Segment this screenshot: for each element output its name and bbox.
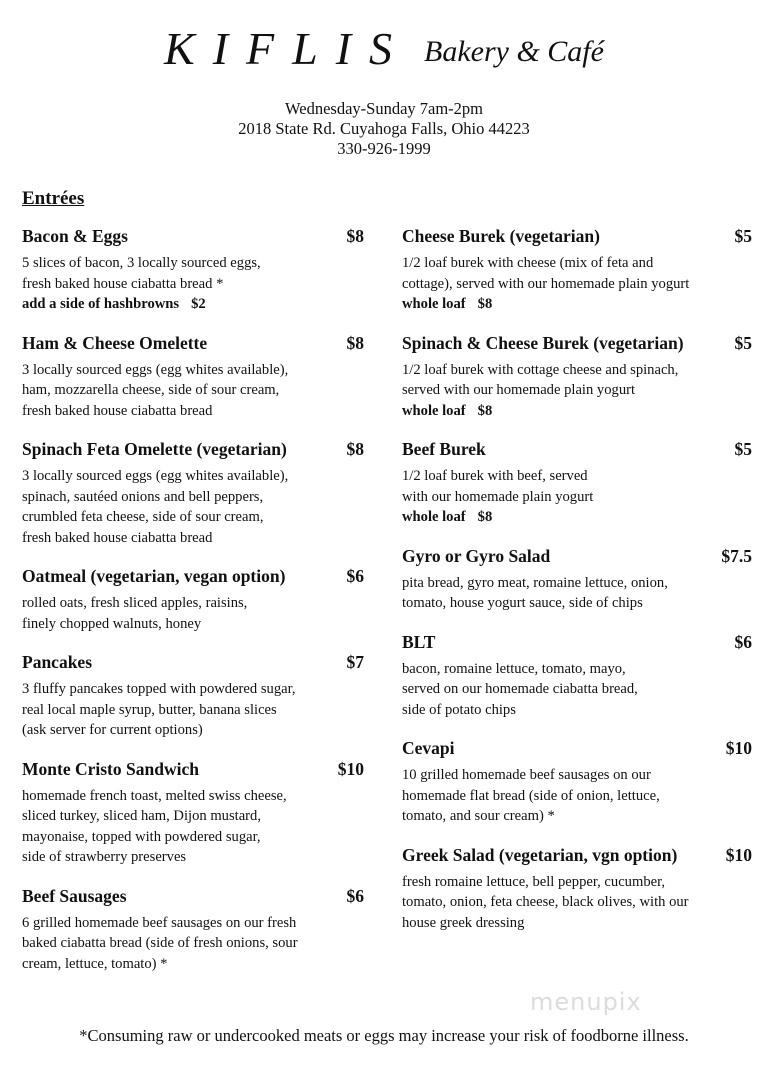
item-price: $5 xyxy=(734,439,752,459)
menu-item xyxy=(22,759,364,868)
menu-item xyxy=(22,333,364,422)
business-address: 2018 State Rd. Cuyahoga Falls, Ohio 44223 xyxy=(238,119,530,138)
business-info xyxy=(0,99,768,159)
item-description: 3 fluffy pancakes topped with powdered sugar, real local maple syrup, butter, banana slices (ask server for current options) xyxy=(22,681,296,738)
logo-name: KIFLIS xyxy=(164,23,411,74)
item-price: $10 xyxy=(725,738,752,758)
item-name: Ham & Cheese Omelette xyxy=(22,332,208,353)
item-name: Beef Sausages xyxy=(22,885,127,906)
item-description: 1/2 loaf burek with cottage cheese and spinach, served with our homemade plain yogurt xyxy=(402,361,679,398)
item-addon xyxy=(402,294,752,315)
item-name: Bacon & Eggs xyxy=(22,226,128,246)
item-name: Pancakes xyxy=(22,652,92,672)
item-description: 1/2 loaf burek with beef, served with our homemade plain yogurt xyxy=(402,468,594,505)
item-description: fresh romaine lettuce, bell pepper, cucumber, tomato, onion, feta cheese, black olives, with our house greek dressing xyxy=(402,873,689,931)
addon-label: whole loaf xyxy=(402,296,466,312)
menu-item xyxy=(402,226,752,315)
menu-item xyxy=(22,886,364,975)
item-price: $10 xyxy=(725,844,752,865)
item-description: 3 locally sourced eggs (egg whites available), ham, mozzarella cheese, side of sour cream, fresh baked house ciabatta bread xyxy=(22,361,289,419)
item-name: Gyro or Gyro Salad xyxy=(402,545,551,566)
addon-price: $2 xyxy=(191,296,206,312)
menu-item xyxy=(402,546,752,614)
menu-column-right xyxy=(402,226,752,951)
item-addon xyxy=(22,294,364,315)
item-name: Cheese Burek (vegetarian) xyxy=(402,226,600,246)
item-price: $6 xyxy=(346,566,364,586)
item-name: Cevapi xyxy=(402,738,455,758)
menu-item xyxy=(402,845,752,934)
addon-label: whole loaf xyxy=(402,402,466,419)
item-description: 1/2 loaf burek with cheese (mix of feta and cottage), served with our homemade plain yogurt xyxy=(402,255,690,292)
item-description: 3 locally sourced eggs (egg whites available), spinach, sautéed onions and bell peppers, crumbled feta cheese, side of sour cream, fresh baked house ciabatta bread xyxy=(22,468,289,546)
menu-item xyxy=(402,632,752,721)
item-name: Oatmeal (vegetarian, vegan option) xyxy=(22,566,286,586)
addon-price: $8 xyxy=(477,509,493,525)
item-price: $8 xyxy=(346,332,364,353)
logo-subtitle: Bakery & Café xyxy=(424,35,604,68)
item-name: Spinach Feta Omelette (vegetarian) xyxy=(22,439,287,459)
item-name: Monte Cristo Sandwich xyxy=(22,758,199,779)
item-addon xyxy=(402,401,752,422)
menu-column-left xyxy=(22,226,364,992)
item-price: $7.5 xyxy=(721,545,752,566)
business-hours: Wednesday-Sunday 7am-2pm xyxy=(285,99,483,118)
watermark: menupix xyxy=(530,988,642,1016)
menu-header xyxy=(0,22,768,159)
menu-item xyxy=(22,226,364,315)
item-price: $5 xyxy=(734,226,752,246)
menu-item xyxy=(22,439,364,548)
menu-item xyxy=(402,738,752,827)
addon-price: $8 xyxy=(477,296,493,312)
item-price: $6 xyxy=(346,885,364,906)
menu-item xyxy=(402,439,752,528)
item-description: rolled oats, fresh sliced apples, raisins, finely chopped walnuts, honey xyxy=(22,595,248,632)
item-description: pita bread, gyro meat, romaine lettuce, onion, tomato, house yogurt sauce, side of chips xyxy=(402,574,668,611)
item-name: BLT xyxy=(402,631,436,652)
item-name: Greek Salad (vegetarian, vgn option) xyxy=(402,844,678,865)
item-price: $10 xyxy=(337,758,364,779)
item-price: $6 xyxy=(734,631,752,652)
item-description: 6 grilled homemade beef sausages on our fresh baked ciabatta bread (side of fresh onions, sour cream, lettuce, tomato) * xyxy=(22,914,298,972)
section-title: Entrées xyxy=(22,188,85,209)
menu-item xyxy=(402,333,752,422)
item-description: homemade french toast, melted swiss cheese, sliced turkey, sliced ham, Dijon mustard, mayonaise, topped with powdered sugar, side of strawberry preserves xyxy=(22,787,287,865)
item-description: 10 grilled homemade beef sausages on our homemade flat bread (side of onion, lettuce, tomato, and sour cream) * xyxy=(402,767,660,824)
logo xyxy=(0,22,768,75)
item-name: Spinach & Cheese Burek (vegetarian) xyxy=(402,332,684,353)
menu-item xyxy=(22,652,364,741)
allergy-disclaimer: *Consuming raw or undercooked meats or eggs may increase your risk of foodborne illness. xyxy=(79,1026,689,1045)
item-price: $7 xyxy=(346,652,364,672)
item-description: 5 slices of bacon, 3 locally sourced eggs, fresh baked house ciabatta bread * xyxy=(22,255,261,292)
addon-price: $8 xyxy=(477,402,493,419)
business-phone: 330-926-1999 xyxy=(337,139,431,158)
addon-label: add a side of hashbrowns xyxy=(22,296,180,312)
item-description: bacon, romaine lettuce, tomato, mayo, served on our homemade ciabatta bread, side of potato chips xyxy=(402,660,638,718)
item-price: $8 xyxy=(346,439,364,459)
item-price: $8 xyxy=(346,226,364,246)
item-price: $5 xyxy=(734,332,752,353)
menu-item xyxy=(22,566,364,634)
item-name: Beef Burek xyxy=(402,439,486,459)
item-addon xyxy=(402,507,752,528)
addon-label: whole loaf xyxy=(402,509,466,525)
